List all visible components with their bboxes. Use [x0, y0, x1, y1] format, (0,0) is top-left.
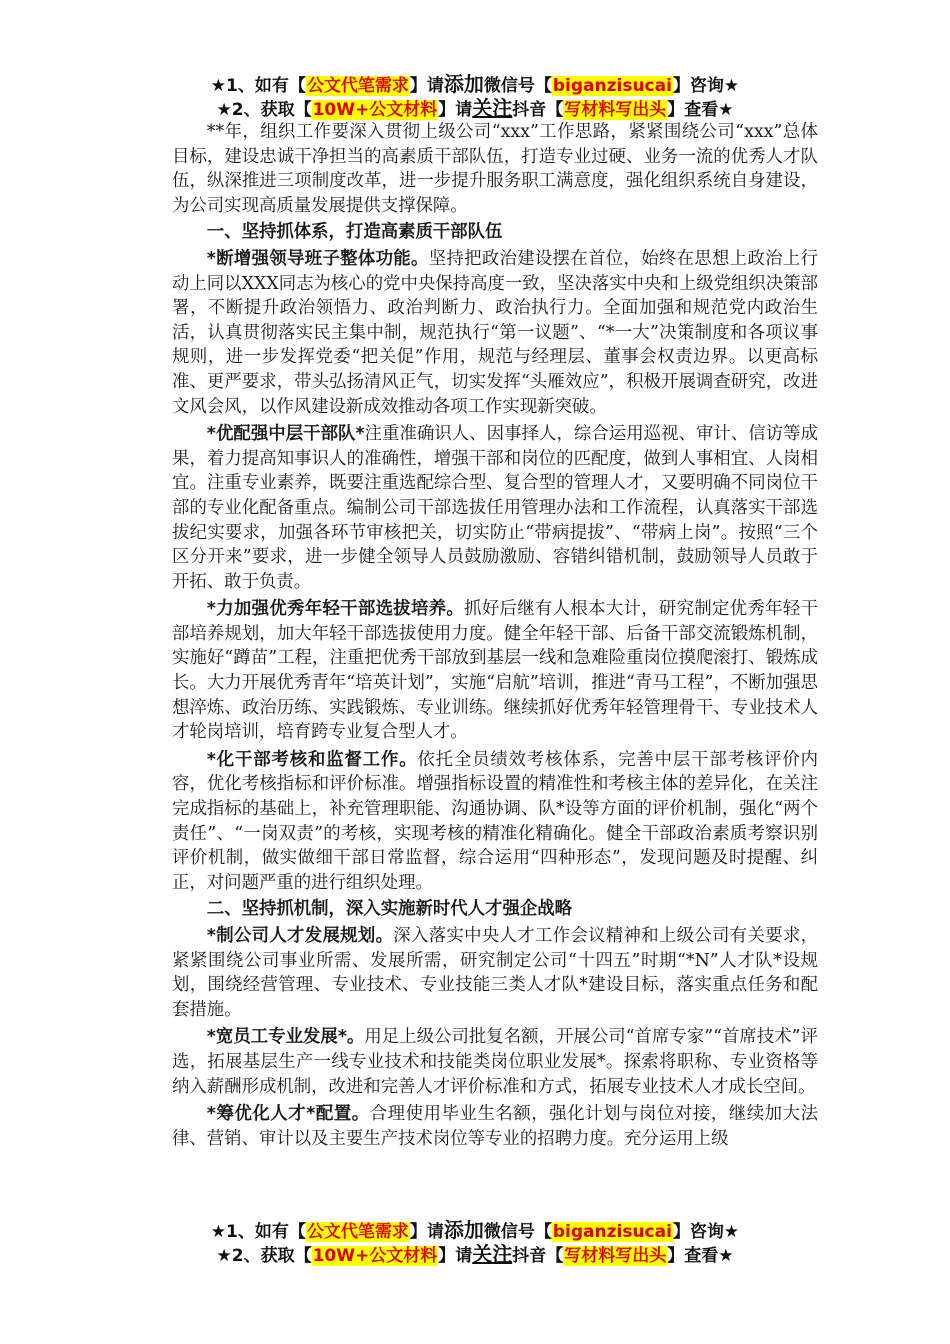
paragraph-lead: *化干部考核和监督工作。	[206, 749, 418, 770]
intro-paragraph: **年，组织工作要深入贯彻上级公司“xxx”工作思路，紧紧围绕公司“xxx”总体目标，建设忠诚干净担当的高素质干部队伍，打造专业过硬、业务一流的优秀人才队伍，纵深推进三项制度改革，进一步提升服务职工满意度，强化组织系统自身建设，为公司实现高质量发展提供支撑保障。	[172, 122, 818, 216]
banner-emphasis: 添加	[443, 1218, 484, 1242]
paragraph-lead: *优配强中层干部队*	[206, 424, 365, 445]
section-heading-2: 二、坚持抓机制，深入实施新时代人才强企战略	[206, 899, 573, 920]
top-banner	[0, 72, 950, 120]
paragraph-7	[172, 1102, 818, 1151]
banner-highlight: 公文代笔需求	[306, 1222, 409, 1242]
banner-emphasis: 关注	[472, 1242, 513, 1266]
banner-text: 抖音【	[512, 100, 564, 120]
bottom-banner	[0, 1218, 950, 1266]
paragraph-body: 深入落实中央人才工作会议精神和上级公司有关要求，紧紧围绕公司事业所需、发展所需，研究制定公司“十四五”时期“*N”人才队*设规划，围绕经营管理、专业技术、专业技能三类人才队*建设目标，落实重点任务和配套措施。	[172, 926, 818, 1020]
banner-highlight: 10W+公文材料	[312, 100, 438, 120]
banner-text: 】请	[409, 1222, 444, 1242]
banner-text: 】查看★	[667, 100, 734, 120]
paragraph-2	[172, 422, 818, 594]
banner-highlight: 10W+公文材料	[312, 1246, 438, 1266]
paragraph-body: 注重准确识人、因事择人，综合运用巡视、审计、信访等成果，着力提高知事识人的准确性，增强干部和岗位的匹配度，做到人事相宜、人岗相宜。注重专业素养，既要注重选配综合型、复合型的管理人才，又要明确不同岗位干部的专业化配备重点。编制公司干部选拔任用管理办法和工作流程，认真落实干部选拔纪实要求，加强各环节审核把关，切实防止“带病提拔”、“带病上岗”。按照“三个区分开来”要求，进一步健全领导人员鼓励激励、容错纠错机制，鼓励领导人员敢于开拓、敢于负责。	[172, 424, 818, 592]
banner-line-2	[0, 96, 950, 120]
paragraph-lead: *筹优化人才*配置。	[206, 1104, 370, 1125]
document-body	[172, 120, 818, 1151]
banner-line-2	[0, 1242, 950, 1266]
banner-emphasis: 添加	[443, 72, 484, 96]
banner-text: 抖音【	[512, 1246, 564, 1266]
paragraph-1	[172, 247, 818, 419]
paragraph-3	[172, 597, 818, 745]
section-heading-1: 一、坚持抓体系，打造高素质干部队伍	[206, 222, 503, 243]
banner-text: 】请	[438, 100, 473, 120]
paragraph-lead: *力加强优秀年轻干部选拔培养。	[206, 599, 465, 620]
paragraph-6	[172, 1025, 818, 1099]
banner-text: ★1、如有【	[210, 1222, 306, 1242]
paragraph-body: 依托全员绩效考核体系，完善中层干部考核评价内容，优化考核指标和评价标准。增强指标设置的精准性和考核主体的差异化，在关注完成指标的基础上，补充管理职能、沟通协调、队*设等方面的评价机制，强化“两个责任”、“一岗双责”的考核，实现考核的精准化精确化。健全干部政治素质考察识别评价机制，做实做细干部日常监督，综合运用“四种形态”，发现问题及时提醒、纠正，对问题严重的进行组织处理。	[172, 749, 818, 893]
banner-text: 】请	[438, 1246, 473, 1266]
paragraph-body: 合理使用毕业生名额，强化计划与岗位对接，继续加大法律、营销、审计以及主要生产技术岗位等专业的招聘力度。充分运用上级	[172, 1104, 818, 1149]
banner-highlight: 公文代笔需求	[306, 76, 409, 96]
banner-douyin-id: 写材料写出头	[564, 100, 667, 120]
banner-text: ★2、获取【	[216, 1246, 312, 1266]
paragraph-body: 用足上级公司批复名额，开展公司“首席专家”“首席技术”评选，拓展基层生产一线专业技术和技能类岗位职业发展*。探索将职称、专业资格等纳入薪酬形成机制，改进和完善人才评价标准和方式，拓展专业技术人才成长空间。	[172, 1027, 818, 1097]
paragraph-body: 抓好后继有人根本大计，研究制定优秀年轻干部培养规划，加大年轻干部选拔使用力度。健全年轻干部、后备干部交流锻炼机制，实施好“蹲苗”工程，注重把优秀干部放到基层一线和急难险重岗位摸爬滚打、锻炼成长。大力开展优秀青年“培英计划”，实施“启航”培训，推进“青马工程”，不断加强思想淬炼、政治历练、实践锻炼、专业训练。继续抓好优秀年轻管理骨干、专业技术人才轮岗培训，培育跨专业复合型人才。	[172, 599, 818, 743]
banner-text: ★1、如有【	[210, 76, 306, 96]
banner-douyin-id: 写材料写出头	[564, 1246, 667, 1266]
banner-wechat-id: biganzisucai	[552, 76, 672, 96]
banner-text: 】咨询★	[672, 1222, 740, 1242]
banner-line-1	[0, 1218, 950, 1242]
banner-emphasis: 关注	[472, 96, 513, 120]
banner-text: 】查看★	[667, 1246, 734, 1266]
paragraph-5	[172, 924, 818, 1022]
banner-text: 】咨询★	[672, 76, 740, 96]
banner-text: ★2、获取【	[216, 100, 312, 120]
banner-text: 微信号【	[483, 1222, 552, 1242]
banner-wechat-id: biganzisucai	[552, 1222, 672, 1242]
paragraph-body: 坚持把政治建设摆在首位，始终在思想上政治上行动上同以XXX同志为核心的党中央保持高度一致，坚决落实中央和上级党组织决策部署，不断提升政治领悟力、政治判断力、政治执行力。全面加强和规范党内政治生活，认真贯彻落实民主集中制，规范执行“第一议题”、“*一大”决策制度和各项议事规则，进一步发挥党委“把关促”作用，规范与经理层、董事会权责边界。以更高标准、更严要求，带头弘扬清风正气，切实发挥“头雁效应”，积极开展调查研究，改进文风会风，以作风建设新成效推动各项工作实现新突破。	[172, 248, 818, 417]
banner-text: 微信号【	[483, 76, 552, 96]
paragraph-lead: *断增强领导班子整体功能。	[206, 248, 429, 269]
banner-line-1	[0, 72, 950, 96]
paragraph-lead: *宽员工专业发展*。	[206, 1027, 365, 1048]
paragraph-4	[172, 748, 818, 896]
paragraph-lead: *制公司人才发展规划。	[206, 926, 394, 946]
banner-text: 】请	[409, 76, 444, 96]
